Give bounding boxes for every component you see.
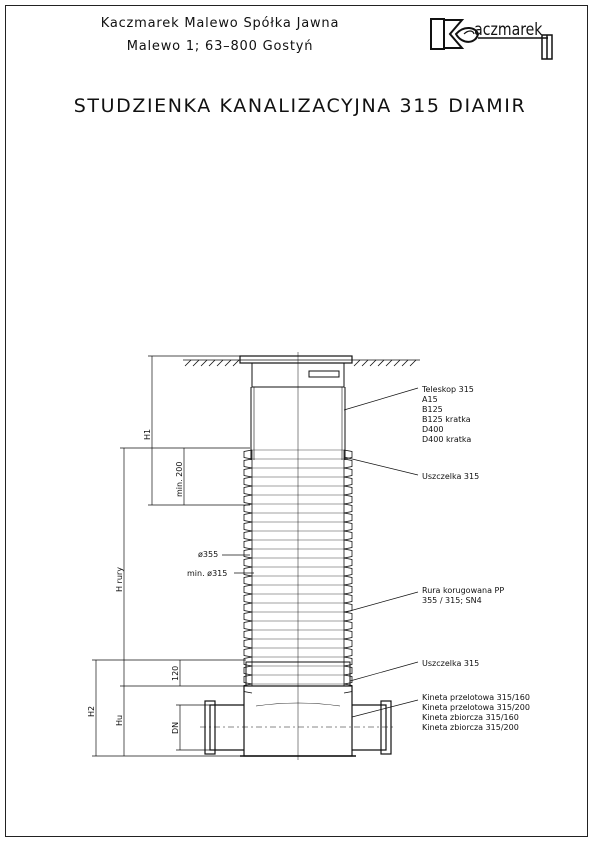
corrugation-right <box>344 486 352 495</box>
corrugation-left <box>244 594 252 603</box>
corrugation-right <box>344 540 352 549</box>
corrugation-left <box>244 630 252 639</box>
drawing-title: STUDZIENKA KANALIZACYJNA 315 DIAMIR <box>73 95 527 117</box>
corrugation-left <box>244 477 252 486</box>
corrugation-left <box>244 540 252 549</box>
dim-min315: min. ø315 <box>187 569 228 578</box>
corrugation-right <box>344 666 352 675</box>
corrugation-right <box>344 684 352 693</box>
callout-rura: Rura korugowana PP 355 / 315; SN4 <box>422 586 505 605</box>
corrugation-right <box>344 495 352 504</box>
callout-uszczelka-top: Uszczelka 315 <box>422 472 480 481</box>
corrugation-left <box>244 459 252 468</box>
corrugation-right <box>344 621 352 630</box>
corrugation-left <box>244 558 252 567</box>
corrugation-left <box>244 486 252 495</box>
corrugation-right <box>344 612 352 621</box>
corrugation-left <box>244 648 252 657</box>
dim-h-rury: H rury <box>115 567 124 592</box>
corrugation-right <box>344 576 352 585</box>
corrugation-right <box>344 558 352 567</box>
corrugation-left <box>244 585 252 594</box>
telescope-cover <box>240 356 352 460</box>
corrugation-left <box>244 684 252 693</box>
callout-teleskop: Teleskop 315 A15 B125 B125 kratka D400 D400 kratka <box>422 385 474 444</box>
corrugation-left <box>244 531 252 540</box>
callout-uszczelka-bottom: Uszczelka 315 <box>422 659 480 668</box>
dim-min200: min. 200 <box>175 461 184 497</box>
corrugation-right <box>344 567 352 576</box>
corrugation-right <box>344 477 352 486</box>
company-name: Kaczmarek Malewo Spółka Jawna <box>100 16 340 31</box>
corrugation-right <box>344 513 352 522</box>
corrugation-left <box>244 576 252 585</box>
corrugation-left <box>244 675 252 684</box>
logo-wordmark: aczmarek <box>474 19 543 40</box>
corrugation-right <box>344 675 352 684</box>
corrugation-right <box>344 594 352 603</box>
corrugation-right <box>344 639 352 648</box>
company-address: Malewo 1; 63–800 Gostyń <box>126 39 314 54</box>
dimension-lines <box>92 356 254 756</box>
callout-labels <box>421 385 532 732</box>
corrugation-right <box>344 522 352 531</box>
corrugation-right <box>344 630 352 639</box>
dim-h1: H1 <box>143 428 152 440</box>
corrugation-right <box>344 504 352 513</box>
dim-hu: Hu <box>115 714 124 726</box>
corrugation-left <box>244 513 252 522</box>
corrugation-left <box>244 666 252 675</box>
callout-leaders <box>344 388 418 717</box>
dim-120: 120 <box>171 665 180 681</box>
corrugation-right <box>344 648 352 657</box>
corrugation-left <box>244 549 252 558</box>
corrugation-right <box>344 459 352 468</box>
corrugation-left <box>244 639 252 648</box>
dim-h2: H2 <box>87 705 96 717</box>
corrugation-left <box>244 603 252 612</box>
corrugation-left <box>244 495 252 504</box>
corrugation-left <box>244 468 252 477</box>
corrugation-right <box>344 585 352 594</box>
corrugation-left <box>244 621 252 630</box>
dimension-labels <box>87 429 227 734</box>
corrugation-right <box>344 549 352 558</box>
corrugation-left <box>244 567 252 576</box>
corrugation-right <box>344 531 352 540</box>
corrugation-right <box>344 468 352 477</box>
corrugation-left <box>244 522 252 531</box>
corrugation-left <box>244 612 252 621</box>
dim-dn: DN <box>171 721 180 734</box>
callout-kineta: Kineta przelotowa 315/160 Kineta przelotowa 315/200 Kineta zbiorcza 315/160 Kineta zbiorcza 315/200 <box>422 693 530 732</box>
dim-d355: ø355 <box>198 550 219 559</box>
